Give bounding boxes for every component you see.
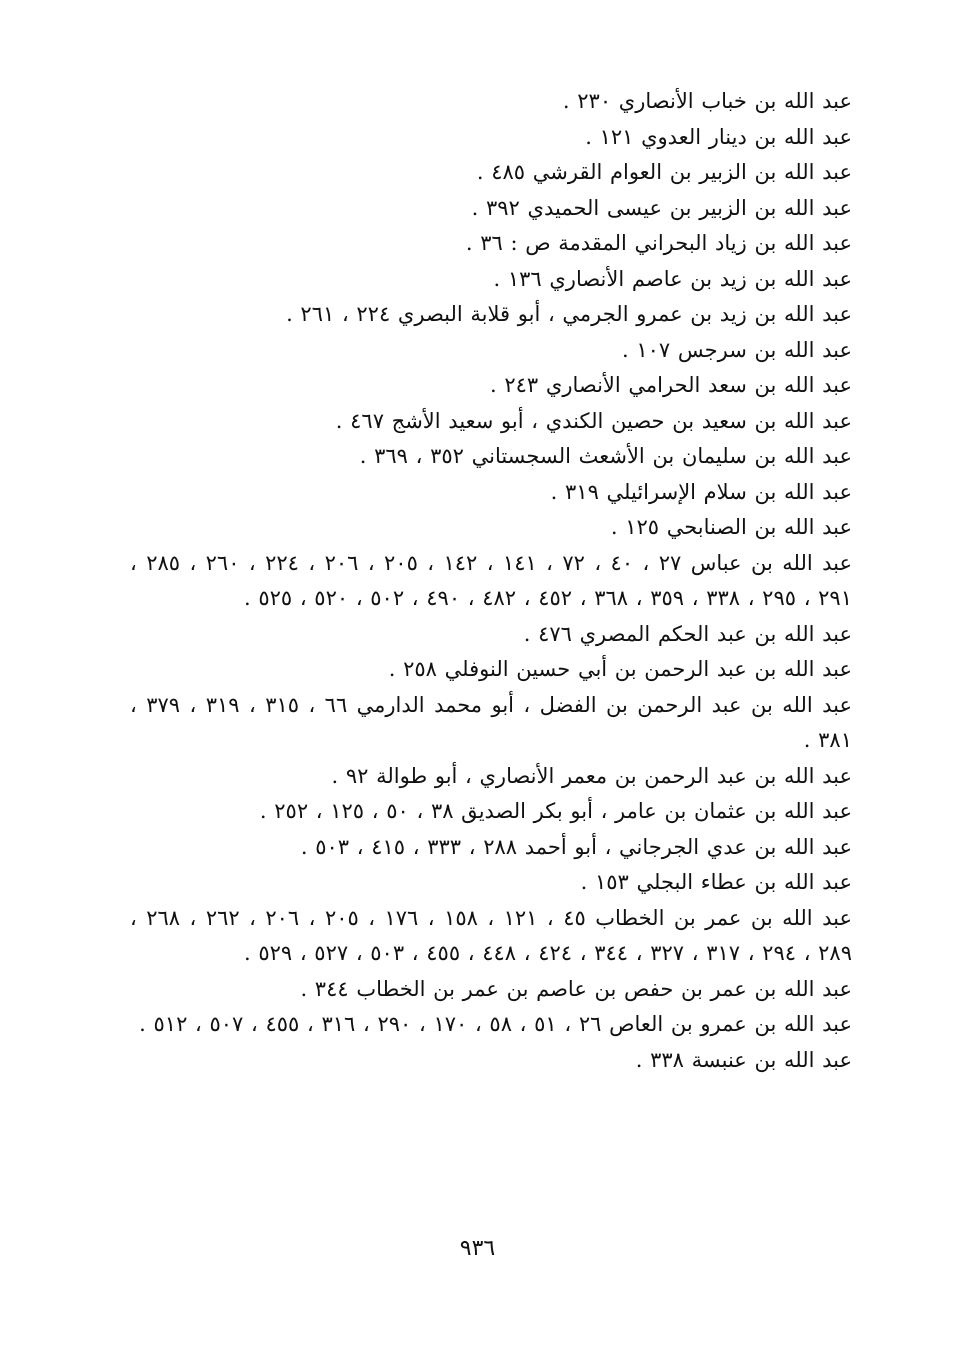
index-entry: عبد الله بن عبد الرحمن بن معمر الأنصاري ، أبو طوالة ٩٢ . xyxy=(331,763,852,788)
index-entry: عبد الله بن سلام الإسرائيلي ٣١٩ . xyxy=(550,479,852,504)
index-entry: عبد الله بن سعيد بن حصين الكندي ، أبو سعيد الأشج ٤٦٧ . xyxy=(335,408,852,433)
index-entry: عبد الله بن سرجس ١٠٧ . xyxy=(621,337,852,362)
index-entry: عبد الله بن عبد الرحمن بن أبي حسين النوفلي ٢٥٨ . xyxy=(388,657,852,681)
index-entry: عبد الله بن دينار العدوي ١٢١ . xyxy=(585,124,852,149)
index-entry: عبد الله بن خباب الأنصاري ٢٣٠ . xyxy=(562,89,852,113)
index-entry: عبد الله بن عمر بن حفص بن عاصم بن عمر بن الخطاب ٣٤٤ . xyxy=(300,976,852,1001)
index-entry: عبد الله بن عمر بن الخطاب ٤٥ ، ١٢١ ، ١٥٨ ، ١٧٦ ، ٢٠٥ ، ٢٠٦ ، ٢٦٢ ، ٢٦٨ ، ٢٨٩ ، ٢٩٤ ، ٣١٧ ، ٣٢٧ ، ٣٤٤ ، ٤٢٤ ، ٤٤٨ ، ٤٥٥ ، ٥٠٣ ، ٥٢٧ ، ٥٢٩ . xyxy=(130,905,852,965)
index-entry: عبد الله بن سعد الحرامي الأنصاري ٢٤٣ . xyxy=(490,373,852,397)
index-entry: عبد الله بن الزبير بن عيسى الحميدي ٣٩٢ . xyxy=(471,195,852,220)
index-entry: عبد الله بن الصنابحي ١٢٥ . xyxy=(610,515,852,539)
index-entry: عبد الله بن عثمان بن عامر ، أبو بكر الصديق ٣٨ ، ٥٠ ، ١٢٥ ، ٢٥٢ . xyxy=(259,799,852,823)
index-entry: عبد الله بن زيد بن عمرو الجرمي ، أبو قلابة البصري ٢٢٤ ، ٢٦١ . xyxy=(286,302,852,326)
index-page xyxy=(130,84,852,1078)
index-entries-list xyxy=(130,84,852,1078)
index-entry: عبد الله بن زياد البحراني المقدمة ص : ٣٦ . xyxy=(465,231,852,255)
index-entry: عبد الله بن سليمان بن الأشعث السجستاني ٣٥٢ ، ٣٦٩ . xyxy=(359,444,852,468)
index-entry: عبد الله بن زيد بن عاصم الأنصاري ١٣٦ . xyxy=(493,266,852,291)
index-entry: عبد الله بن عبد الحكم المصري ٤٧٦ . xyxy=(523,621,852,646)
index-entry: عبد الله بن عباس ٢٧ ، ٤٠ ، ٧٢ ، ١٤١ ، ١٤٢ ، ٢٠٥ ، ٢٠٦ ، ٢٢٤ ، ٢٦٠ ، ٢٨٥ ، ٢٩١ ، ٢٩٥ ، ٣٣٨ ، ٣٥٩ ، ٣٦٨ ، ٤٥٢ ، ٤٨٢ ، ٤٩٠ ، ٥٠٢ ، ٥٢٠ ، ٥٢٥ . xyxy=(130,550,852,610)
index-entry: عبد الله بن عدي الجرجاني ، أبو أحمد ٢٨٨ ، ٣٣٣ ، ٤١٥ ، ٥٠٣ . xyxy=(300,834,852,859)
index-entry: عبد الله بن عبد الرحمن بن الفضل ، أبو محمد الدارمي ٦٦ ، ٣١٥ ، ٣١٩ ، ٣٧٩ ، ٣٨١ . xyxy=(130,692,852,752)
index-entry: عبد الله بن عطاء البجلي ١٥٣ . xyxy=(580,870,852,894)
index-entry: عبد الله بن عنبسة ٣٣٨ . xyxy=(635,1047,852,1072)
page-number: ٩٣٦ xyxy=(459,1236,496,1261)
index-entry: عبد الله بن عمرو بن العاص ٢٦ ، ٥١ ، ٥٨ ، ١٧٠ ، ٢٩٠ ، ٣١٦ ، ٤٥٥ ، ٥٠٧ ، ٥١٢ . xyxy=(139,1012,852,1036)
index-entry: عبد الله بن الزبير بن العوام القرشي ٤٨٥ . xyxy=(476,160,852,184)
